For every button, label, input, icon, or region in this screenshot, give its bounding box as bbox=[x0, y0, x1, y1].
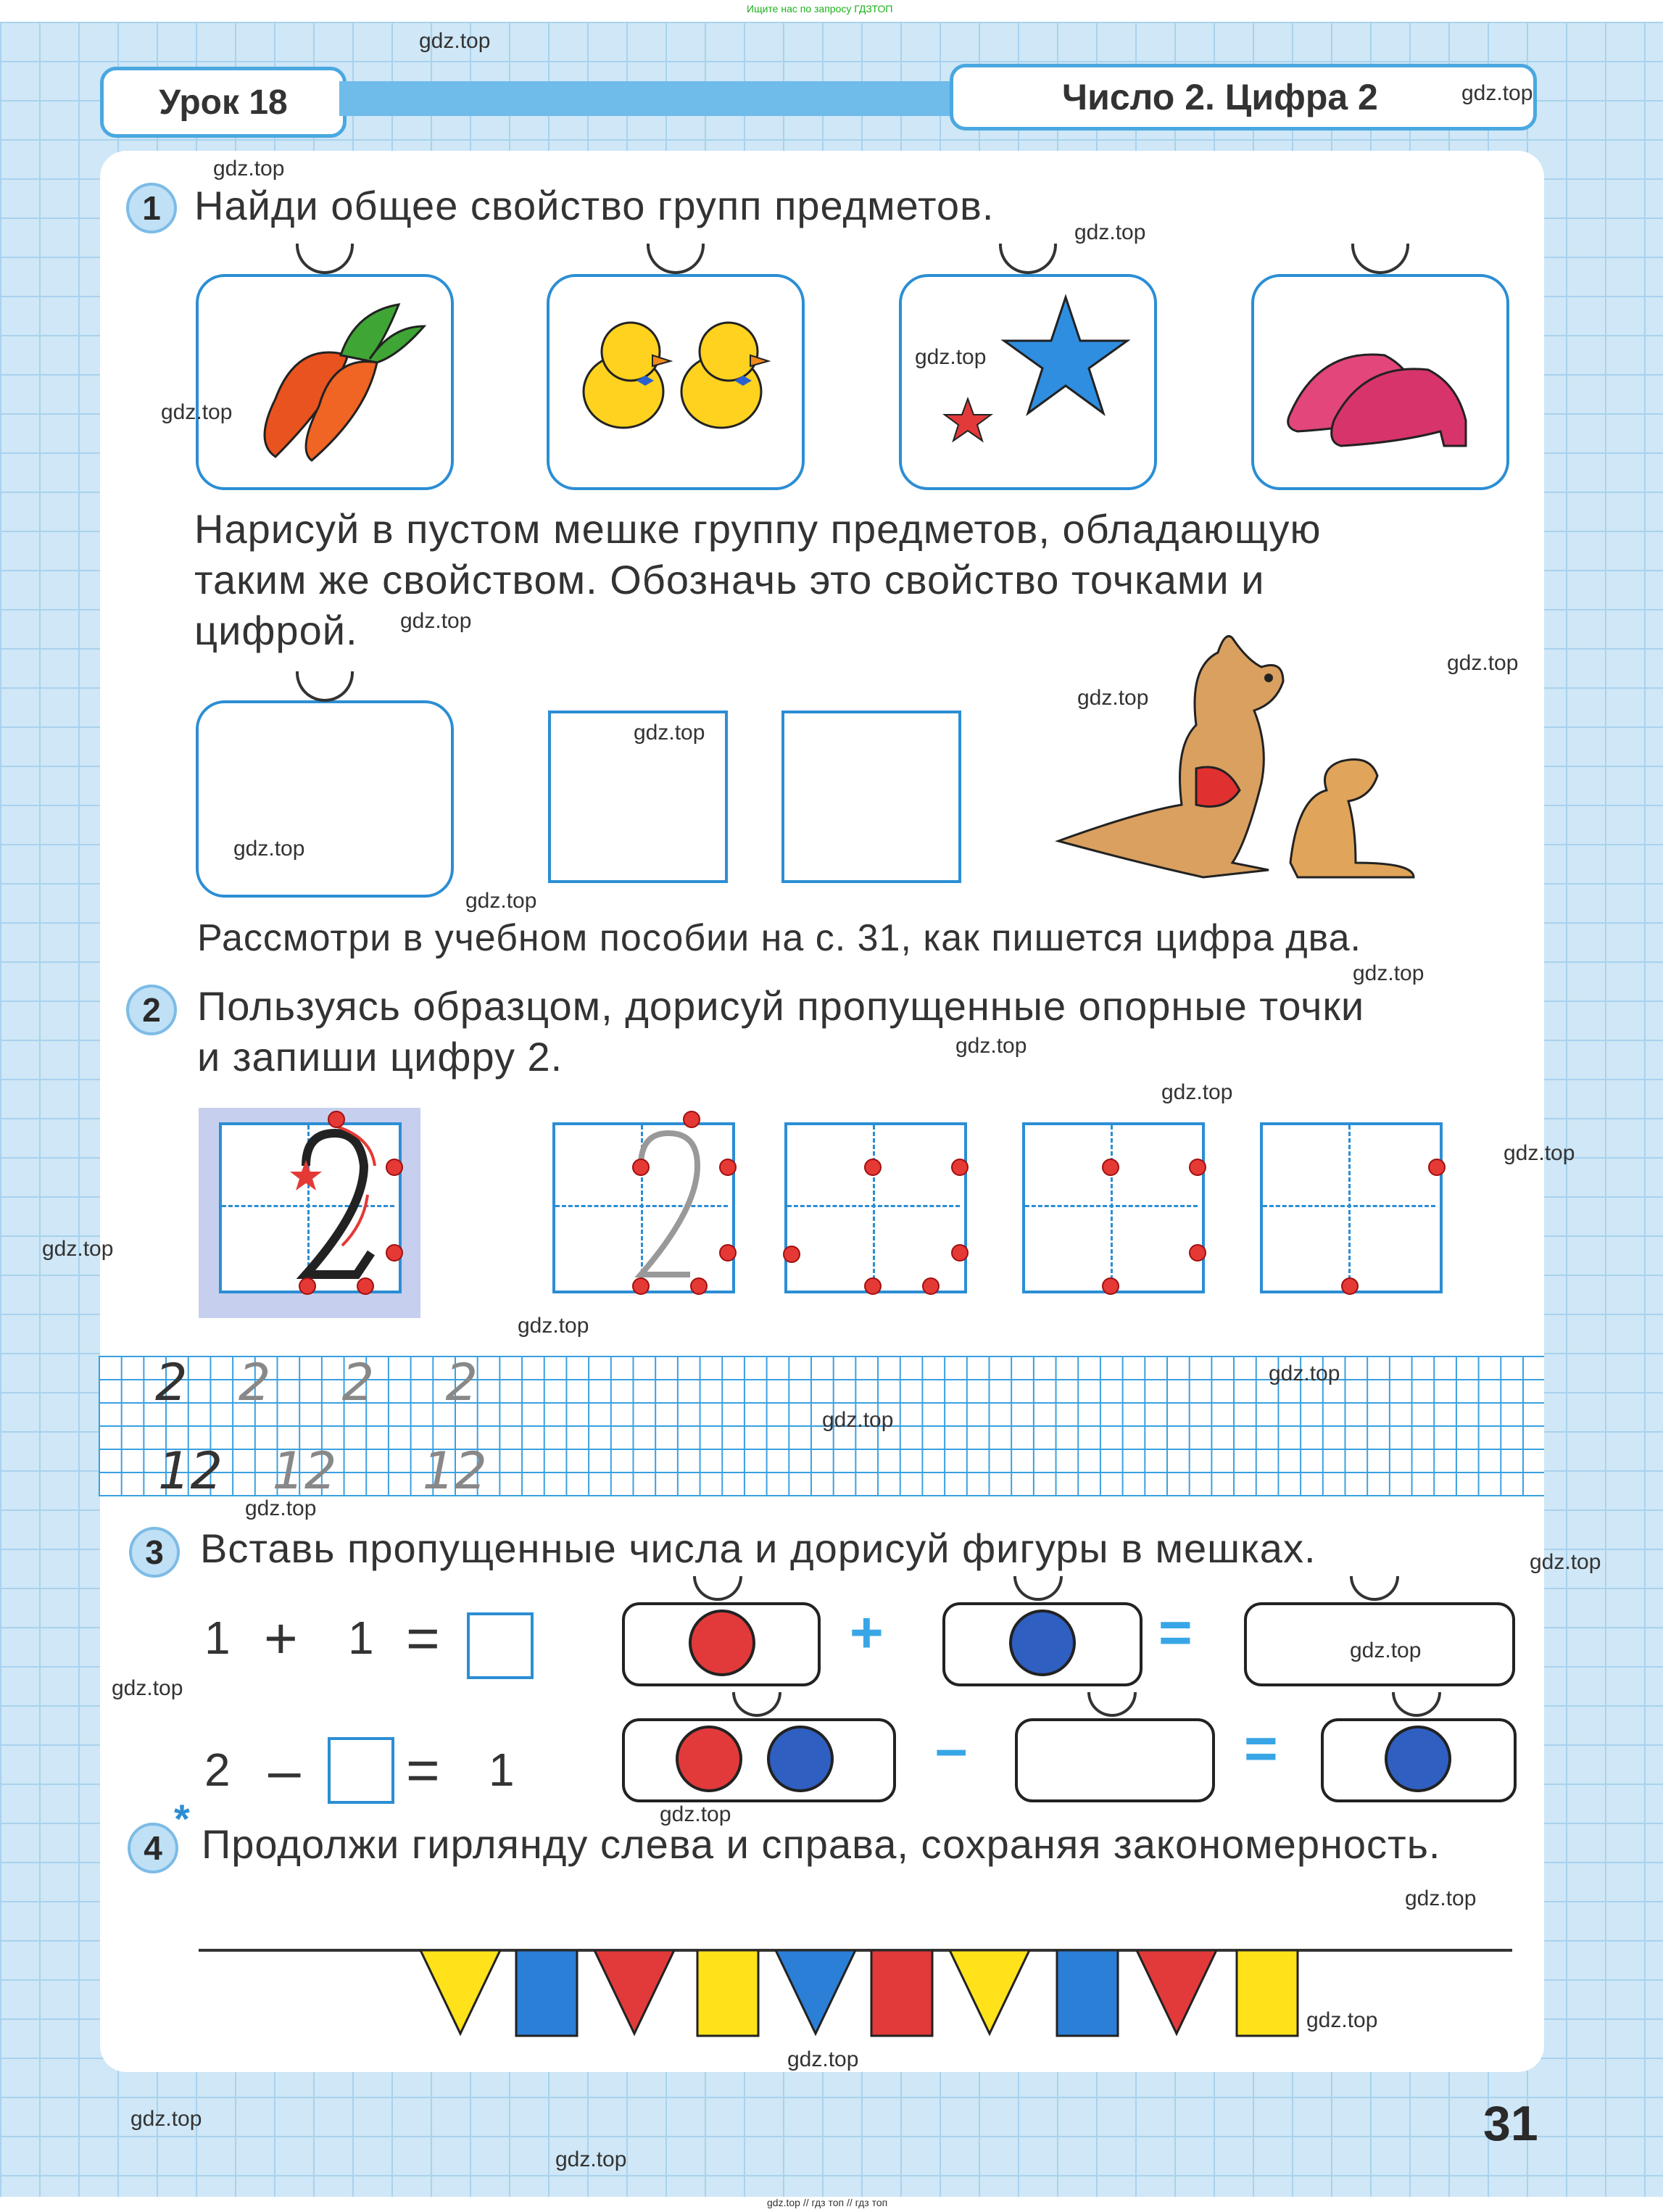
watermark: gdz.top bbox=[1353, 961, 1424, 985]
task1-reference: Рассмотри в учебном пособии на с. 31, как пишется цифра два. bbox=[197, 917, 1361, 959]
task1-instruction-line1: Нарисуй в пустом мешке группу предметов, обладающую bbox=[194, 506, 1322, 552]
task1-instruction-line2: таким же свойством. Обозначь это свойство точками и bbox=[194, 557, 1265, 602]
empty-bag[interactable] bbox=[196, 700, 454, 898]
watermark: gdz.top bbox=[245, 1496, 317, 1520]
reference-dot bbox=[719, 1159, 737, 1176]
guide-line bbox=[1025, 1205, 1198, 1207]
blue-circle bbox=[1009, 1610, 1076, 1676]
watermark: gdz.top bbox=[1350, 1639, 1422, 1662]
flag-yellow-triangle bbox=[950, 1950, 1029, 2034]
watermark: gdz.top bbox=[1269, 1362, 1340, 1385]
reference-dot bbox=[357, 1277, 374, 1295]
task3-number: 3 bbox=[129, 1527, 180, 1578]
chick-pair-icon bbox=[573, 312, 776, 450]
shoe-pair-icon bbox=[1276, 305, 1486, 457]
reference-dot bbox=[951, 1244, 969, 1262]
watermark: gdz.top bbox=[915, 345, 987, 369]
eq2-c: 1 bbox=[489, 1744, 515, 1796]
eq1-b: 1 bbox=[348, 1612, 374, 1664]
flag-yellow-square bbox=[697, 1950, 758, 2036]
reference-dot bbox=[386, 1159, 403, 1176]
page-number: 31 bbox=[1483, 2096, 1538, 2151]
task4-number: 4 bbox=[128, 1823, 178, 1873]
reference-dot bbox=[690, 1277, 708, 1295]
task1-number: 1 bbox=[126, 183, 177, 233]
eq1-op: + bbox=[264, 1606, 298, 1670]
watermark: gdz.top bbox=[1447, 651, 1519, 675]
flag-blue-square bbox=[1057, 1950, 1118, 2036]
reference-dot bbox=[951, 1159, 969, 1176]
eq2-answer-box[interactable] bbox=[328, 1737, 394, 1804]
reference-dot bbox=[299, 1277, 316, 1295]
eq1-answer-box[interactable] bbox=[467, 1612, 534, 1679]
reference-dot bbox=[719, 1244, 737, 1262]
watermark: gdz.top bbox=[822, 1408, 894, 1432]
copy-digit: 2 bbox=[341, 1353, 375, 1412]
topic-badge bbox=[950, 64, 1537, 131]
garland bbox=[413, 1950, 1305, 2045]
watermark: gdz.top bbox=[787, 2047, 859, 2071]
traced-digit-2 bbox=[552, 1122, 734, 1289]
practice-cell[interactable] bbox=[1260, 1122, 1443, 1293]
flag-red-triangle bbox=[1137, 1950, 1216, 2034]
reference-dot bbox=[328, 1111, 345, 1128]
equals-sign: = bbox=[1158, 1600, 1193, 1665]
reference-dot bbox=[1341, 1277, 1359, 1295]
practice-cell[interactable] bbox=[1022, 1122, 1205, 1293]
carrot-pair-icon bbox=[232, 297, 428, 471]
eq1-eq: = bbox=[406, 1606, 440, 1670]
task1-instruction-line3: цифрой. bbox=[194, 608, 358, 653]
reference-dot bbox=[632, 1159, 650, 1176]
header-bar bbox=[339, 81, 950, 116]
copy-digit: 2 bbox=[238, 1353, 271, 1412]
task3-instruction: Вставь пропущенные числа и дорисуй фигуры в мешках. bbox=[200, 1525, 1316, 1571]
watermark: gdz.top bbox=[1074, 220, 1146, 244]
watermark: gdz.top bbox=[130, 2107, 202, 2131]
eq1-a: 1 bbox=[204, 1612, 231, 1664]
watermark: gdz.top bbox=[1306, 2008, 1378, 2032]
lesson-label: Урок 18 bbox=[159, 83, 288, 122]
watermark: gdz.top bbox=[465, 889, 537, 913]
watermark: gdz.top bbox=[1461, 81, 1533, 105]
copy-number: 12 bbox=[272, 1441, 337, 1501]
plus-sign: + bbox=[850, 1600, 884, 1665]
watermark: gdz.top bbox=[1161, 1080, 1233, 1104]
reference-dot bbox=[1428, 1159, 1446, 1176]
task2-number: 2 bbox=[126, 985, 177, 1035]
watermark: gdz.top bbox=[518, 1314, 589, 1338]
red-circle bbox=[689, 1610, 755, 1676]
copy-sample-row2 bbox=[158, 1441, 487, 1501]
reference-dot bbox=[922, 1277, 940, 1295]
reference-dot bbox=[1102, 1159, 1119, 1176]
watermark: gdz.top bbox=[233, 837, 305, 861]
guide-line bbox=[1263, 1205, 1435, 1207]
answer-box-digit[interactable] bbox=[781, 711, 961, 883]
reference-dot bbox=[783, 1246, 800, 1263]
guide-line bbox=[787, 1205, 960, 1207]
watermark: gdz.top bbox=[1077, 686, 1149, 710]
reference-dot bbox=[1189, 1159, 1206, 1176]
reference-dot bbox=[864, 1277, 882, 1295]
watermark: gdz.top bbox=[1405, 1886, 1477, 1910]
flag-yellow-square bbox=[1237, 1950, 1298, 2036]
flag-red-triangle bbox=[594, 1950, 674, 2034]
top-note: Ищите нас по запросу ГДЗТОП bbox=[747, 3, 893, 15]
flag-yellow-triangle bbox=[420, 1950, 500, 2034]
bottom-note: gdz.top // гдз топ // гдз топ bbox=[767, 2197, 888, 2208]
eq2-eq: = bbox=[406, 1738, 440, 1802]
lesson-badge bbox=[100, 67, 347, 138]
practice-cell[interactable] bbox=[784, 1122, 967, 1293]
task1-title: Найди общее свойство групп предметов. bbox=[194, 183, 995, 228]
star-pair-icon bbox=[935, 290, 1138, 464]
watermark: gdz.top bbox=[42, 1237, 114, 1261]
reference-dot bbox=[1102, 1277, 1119, 1295]
watermark: gdz.top bbox=[400, 609, 472, 633]
watermark: gdz.top bbox=[660, 1802, 731, 1826]
watermark: gdz.top bbox=[955, 1034, 1027, 1058]
minus-sign: – bbox=[935, 1716, 968, 1781]
reference-dot bbox=[632, 1277, 650, 1295]
copy-sample-row1 bbox=[155, 1353, 478, 1412]
eq2-a: 2 bbox=[204, 1744, 231, 1796]
watermark: gdz.top bbox=[112, 1676, 183, 1700]
reference-dot bbox=[864, 1159, 882, 1176]
task4-instruction: Продолжи гирлянду слева и справа, сохраняя закономерность. bbox=[202, 1821, 1441, 1867]
watermark: gdz.top bbox=[161, 400, 233, 424]
eq2-op: – bbox=[268, 1738, 301, 1802]
watermark: gdz.top bbox=[213, 157, 285, 181]
watermark: gdz.top bbox=[634, 721, 705, 745]
flag-red-square bbox=[871, 1950, 932, 2036]
copy-number: 12 bbox=[422, 1441, 487, 1501]
copy-digit: 2 bbox=[445, 1353, 478, 1412]
watermark: gdz.top bbox=[555, 2147, 627, 2171]
blue-circle bbox=[767, 1726, 834, 1792]
topic-label: Число 2. Цифра 2 bbox=[1062, 77, 1378, 117]
blue-circle bbox=[1385, 1726, 1451, 1792]
watermark: gdz.top bbox=[419, 29, 491, 53]
bag-red-blue bbox=[622, 1718, 896, 1802]
bag-empty-subtract[interactable] bbox=[1015, 1718, 1215, 1802]
watermark: gdz.top bbox=[1530, 1550, 1601, 1574]
flag-blue-square bbox=[516, 1950, 577, 2036]
watermark: gdz.top bbox=[1504, 1141, 1575, 1165]
reference-dot bbox=[1189, 1244, 1206, 1262]
flag-blue-triangle bbox=[776, 1950, 855, 2034]
task2-instruction-line1: Пользуясь образцом, дорисуй пропущенные опорные точки bbox=[197, 983, 1365, 1029]
reference-dot bbox=[683, 1111, 700, 1128]
copy-digit: 2 bbox=[155, 1353, 188, 1412]
equals-sign: = bbox=[1244, 1716, 1278, 1781]
kangaroo-icon bbox=[1051, 624, 1428, 899]
copy-number: 12 bbox=[158, 1441, 223, 1501]
task2-instruction-line2: и запиши цифру 2. bbox=[197, 1034, 563, 1080]
red-circle bbox=[676, 1726, 742, 1792]
sample-digit-2 bbox=[219, 1122, 400, 1289]
reference-dot bbox=[386, 1244, 403, 1262]
task4-star: * bbox=[174, 1796, 190, 1842]
